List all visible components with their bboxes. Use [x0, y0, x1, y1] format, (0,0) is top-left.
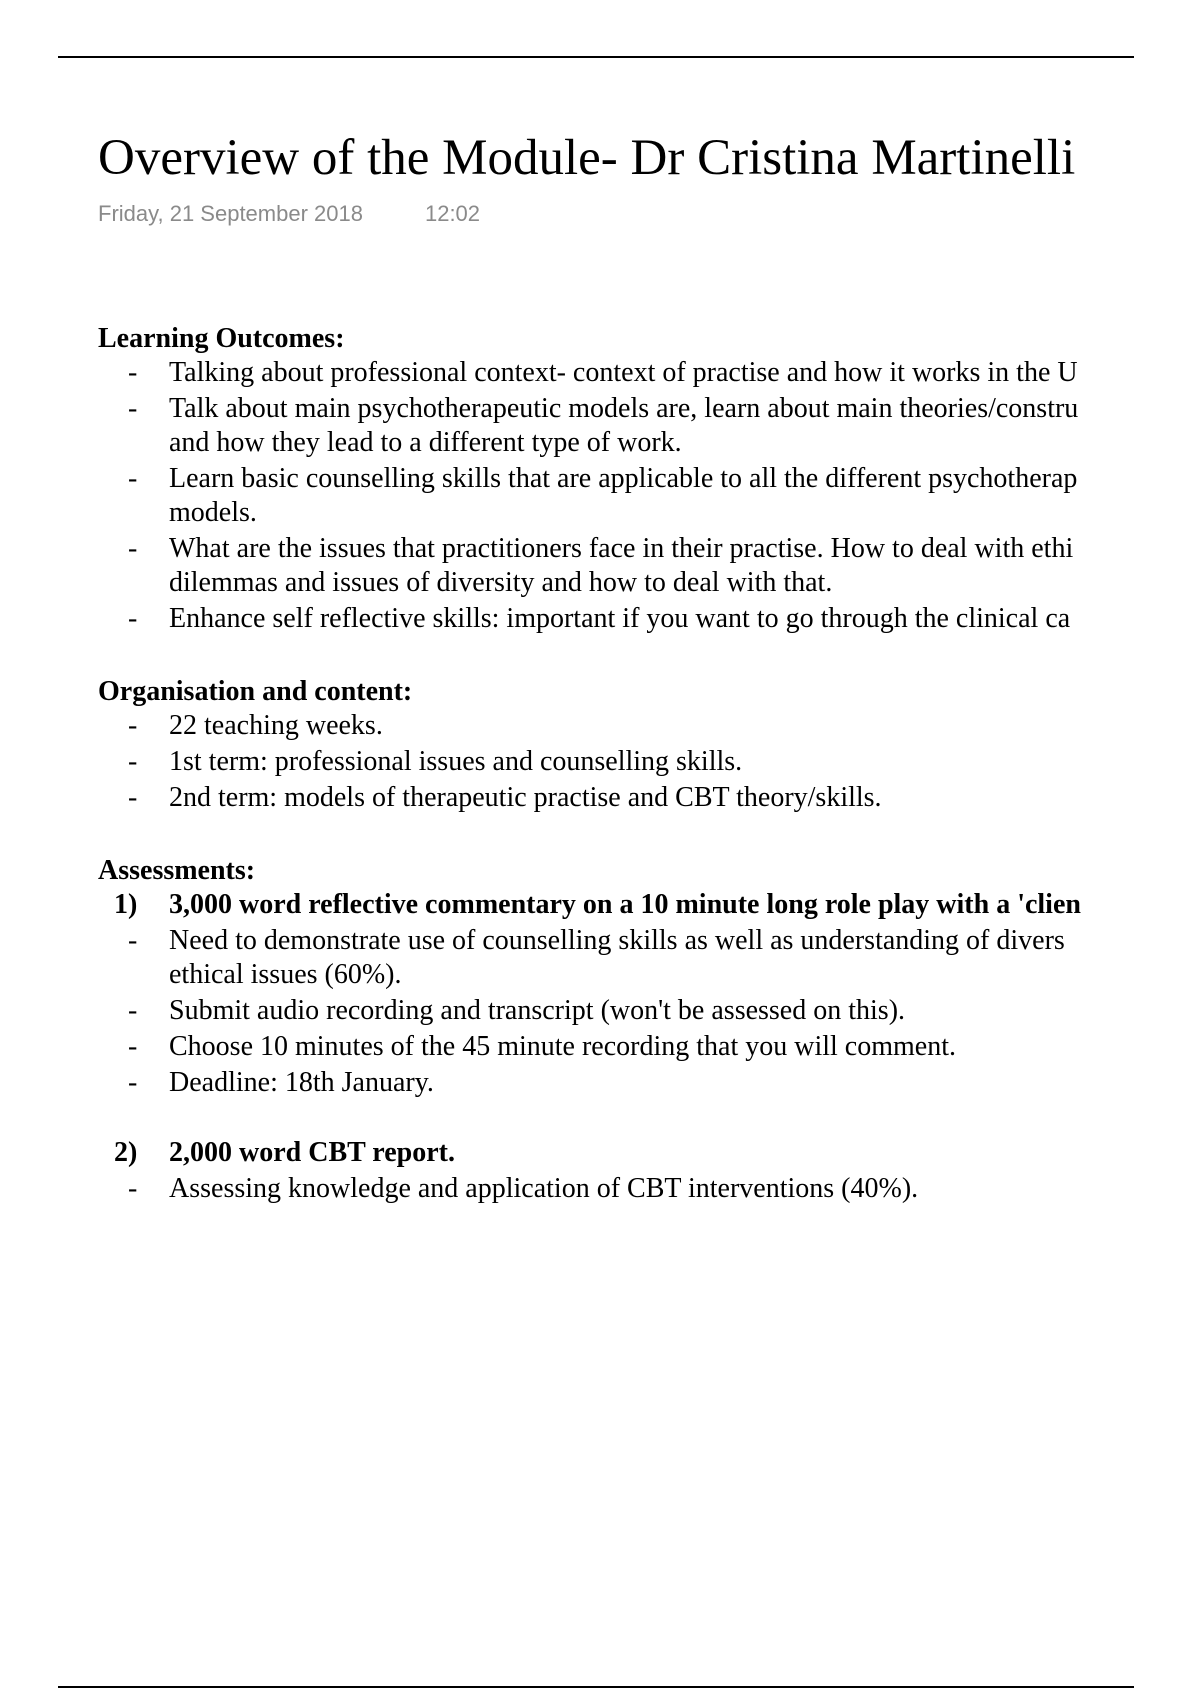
list-item-text: 1st term: professional issues and counselling skills.	[169, 746, 743, 777]
bullet-marker: -	[128, 1173, 138, 1204]
learning-outcomes-heading: Learning Outcomes:	[98, 323, 345, 354]
list-item	[98, 994, 1200, 1028]
learning-outcomes-list	[98, 356, 1200, 636]
page-time: 12:02	[424, 201, 481, 226]
list-item-text: and how they lead to a different type of work.	[169, 427, 682, 458]
list-item-text: 2nd term: models of therapeutic practise and CBT theory/skills.	[169, 782, 882, 813]
assessment-title: 3,000 word reflective commentary on a 10 minute long role play with a 'clien	[169, 889, 1081, 920]
bullet-marker: -	[128, 995, 138, 1026]
list-item	[98, 1030, 1200, 1064]
list-item-text: models.	[169, 497, 257, 528]
list-item	[98, 924, 1200, 992]
list-item	[98, 745, 1200, 779]
list-item-text: Deadline: 18th January.	[169, 1067, 434, 1098]
organisation-list	[98, 709, 1200, 815]
bullet-marker: -	[128, 463, 138, 494]
assessment-1-title	[98, 888, 1200, 922]
top-rule	[58, 56, 1134, 58]
list-item	[98, 356, 1200, 390]
list-item-text: Learn basic counselling skills that are applicable to all the different psychotherap	[169, 463, 1078, 494]
bullet-marker: -	[128, 746, 138, 777]
list-item-text: ethical issues (60%).	[169, 959, 402, 990]
assessment-1-list	[98, 924, 1200, 1100]
assessment-item	[98, 888, 1200, 922]
list-item-text: Choose 10 minutes of the 45 minute recording that you will comment.	[169, 1031, 956, 1062]
list-item	[98, 709, 1200, 743]
list-item	[98, 532, 1200, 600]
bullet-marker: -	[128, 533, 138, 564]
assessment-number: 2)	[114, 1137, 138, 1168]
bullet-marker: -	[128, 603, 138, 634]
list-item-text: Talk about main psychotherapeutic models are, learn about main theories/constru	[169, 393, 1079, 424]
page-meta	[98, 201, 480, 227]
list-item-text: Assessing knowledge and application of CBT interventions (40%).	[169, 1173, 919, 1204]
list-item-text: Submit audio recording and transcript (won't be assessed on this).	[169, 995, 906, 1026]
assessment-title: 2,000 word CBT report.	[169, 1137, 455, 1168]
bullet-marker: -	[128, 782, 138, 813]
assessment-2-list	[98, 1172, 1200, 1206]
list-item-text: 22 teaching weeks.	[169, 710, 383, 741]
bullet-marker: -	[128, 1031, 138, 1062]
list-item-text: Enhance self reflective skills: important if you want to go through the clinical ca	[169, 603, 1071, 634]
assessment-item	[98, 1136, 1200, 1170]
list-item-text: dilemmas and issues of diversity and how to deal with that.	[169, 567, 833, 598]
note-body	[98, 322, 1200, 1208]
bullet-marker: -	[128, 393, 138, 424]
bullet-marker: -	[128, 925, 138, 956]
list-item-text: Talking about professional context- context of practise and how it works in the U	[169, 357, 1078, 388]
list-item-text: Need to demonstrate use of counselling skills as well as understanding of divers	[169, 925, 1065, 956]
list-item-text: What are the issues that practitioners face in their practise. How to deal with ethi	[169, 533, 1074, 564]
list-item	[98, 392, 1200, 460]
bottom-rule	[58, 1686, 1134, 1688]
bullet-marker: -	[128, 710, 138, 741]
list-item	[98, 781, 1200, 815]
bullet-marker: -	[128, 357, 138, 388]
organisation-heading: Organisation and content:	[98, 676, 413, 707]
list-item	[98, 1066, 1200, 1100]
page-title: Overview of the Module- Dr Cristina Martinelli	[98, 130, 1076, 186]
assessments-heading: Assessments:	[98, 855, 256, 886]
page-date: Friday, 21 September 2018	[98, 201, 363, 226]
list-item	[98, 1172, 1200, 1206]
assessment-number: 1)	[114, 889, 138, 920]
list-item	[98, 602, 1200, 636]
bullet-marker: -	[128, 1067, 138, 1098]
assessment-2-title	[98, 1136, 1200, 1170]
list-item	[98, 462, 1200, 530]
